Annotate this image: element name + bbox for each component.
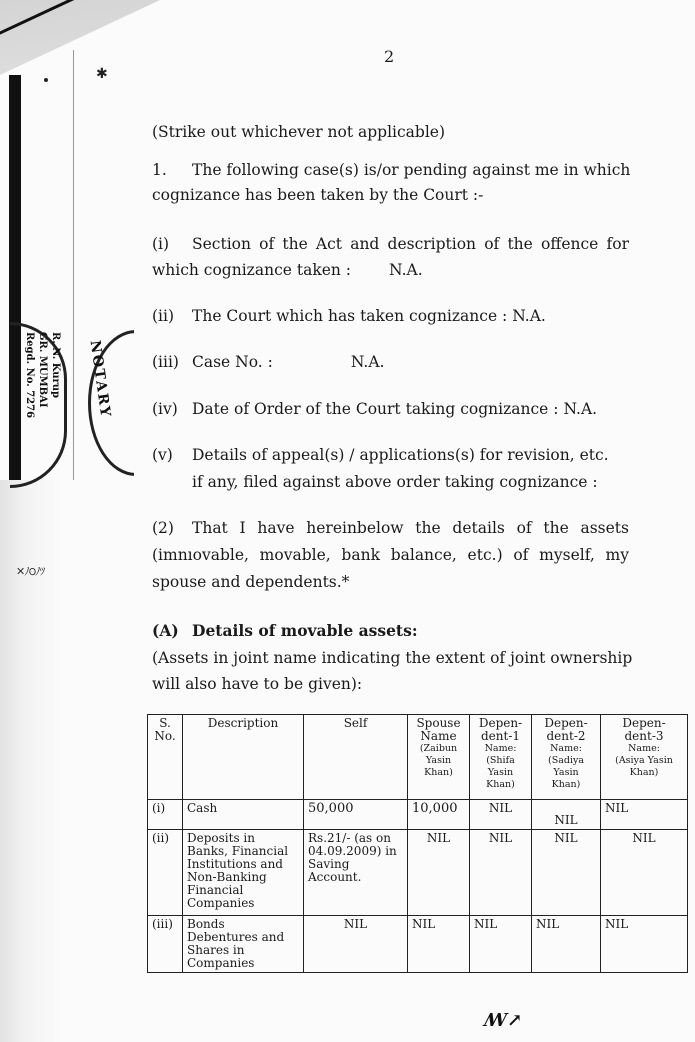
- item-iv: [152, 397, 597, 421]
- header-sno: S. No.: [148, 715, 183, 800]
- item-i-text: Section of the Act and description of the offence for: [192, 235, 629, 253]
- item-i-text2: which cognizance taken :: [152, 261, 352, 279]
- table-header-row: [148, 715, 688, 800]
- item-v-text1: Details of appeal(s) / applications(s) for revision, etc.: [192, 446, 609, 464]
- cell-dependent-2: NIL: [532, 800, 601, 830]
- cell-dependent-3: NIL: [601, 916, 688, 973]
- cell-dependent-1: NIL: [470, 830, 532, 916]
- item-v-line1: [152, 443, 609, 467]
- movable-assets-table: [147, 714, 688, 973]
- item-ii-text: The Court which has taken cognizance :: [192, 307, 508, 325]
- section1-line2: cognizance has been taken by the Court :-: [152, 186, 484, 204]
- cell-description: Deposits in Banks, Financial Institutions and Non-Banking Financial Companies: [183, 830, 304, 916]
- item-iii-value: N.A.: [350, 353, 385, 371]
- section2-label: (2): [152, 519, 174, 537]
- item-iii-label: (iii): [152, 353, 179, 371]
- handwritten-mark: ✕ﾉ౦ﾉﾂ: [16, 565, 45, 578]
- advocate-stamp-text: R. N. Kurup GR. MUMBAI Regd. No. 7276: [24, 332, 61, 419]
- header-dependent-1: Depen- dent-1 Name: (Shifa Yasin Khan): [470, 715, 532, 800]
- cell-spouse: NIL: [408, 830, 470, 916]
- item-v-line2: if any, filed against above order taking cognizance :: [192, 473, 598, 491]
- section1-text1: The following case(s) is/or pending against me in which: [192, 161, 631, 179]
- cell-self: 50,000: [304, 800, 408, 830]
- header-dependent-3: Depen- dent-3 Name: (Asiya Yasin Khan): [601, 715, 688, 800]
- sectionA-label: (A): [152, 621, 179, 640]
- cell-self: Rs.21/- (as on 04.09.2009) in Saving Account.: [304, 830, 408, 916]
- cell-dependent-3: NIL: [601, 800, 688, 830]
- strike-note: (Strike out whichever not applicable): [152, 123, 446, 141]
- cell-dependent-3: NIL: [601, 830, 688, 916]
- cell-dependent-1: NIL: [470, 800, 532, 830]
- item-i-value: N.A.: [389, 261, 423, 279]
- cell-spouse: 10,000: [408, 800, 470, 830]
- table-row: [148, 916, 688, 973]
- cell-sno: (ii): [148, 830, 183, 916]
- cell-sno: (iii): [148, 916, 183, 973]
- section2-line2: (imnıovable, movable, bank balance, etc.) of myself, my: [152, 546, 629, 564]
- section1-number: 1.: [152, 161, 167, 179]
- page-number: 2: [384, 47, 395, 66]
- header-self: Self: [304, 715, 408, 800]
- item-i-line1: [152, 232, 629, 256]
- table-row: [148, 800, 688, 830]
- section1-line1: [152, 158, 629, 182]
- item-ii: [152, 304, 546, 328]
- sectionA-title: Details of movable assets:: [192, 621, 418, 640]
- cell-sno: (i): [148, 800, 183, 830]
- table-row: [148, 830, 688, 916]
- signature: ꟿ↗: [484, 1010, 523, 1031]
- cell-spouse: NIL: [408, 916, 470, 973]
- sectionA-heading: [152, 619, 418, 643]
- sectionA-note2: will also have to be given):: [152, 675, 363, 693]
- item-i-line2: [152, 258, 423, 282]
- dot-mark: [44, 78, 48, 82]
- cell-dependent-2: NIL: [532, 916, 601, 973]
- section2-line3: spouse and dependents.*: [152, 573, 350, 591]
- cell-dependent-2: NIL: [532, 830, 601, 916]
- item-v-label: (v): [152, 446, 173, 464]
- notary-stamp-text: NOTARY: [86, 339, 114, 420]
- item-ii-value: N.A.: [512, 307, 546, 325]
- item-iii-text: Case No. :: [192, 353, 273, 371]
- item-iii: [152, 350, 384, 374]
- item-ii-label: (ii): [152, 307, 175, 325]
- cell-dependent-1: NIL: [470, 916, 532, 973]
- section2-line1: [152, 516, 629, 540]
- item-iv-label: (iv): [152, 400, 178, 418]
- cell-self: NIL: [304, 916, 408, 973]
- cell-description: Cash: [183, 800, 304, 830]
- section2-text1: That I have hereinbelow the details of the assets: [192, 519, 629, 537]
- header-description: Description: [183, 715, 304, 800]
- star-mark-icon: ✱: [96, 66, 108, 82]
- item-i-label: (i): [152, 235, 170, 253]
- header-dependent-2: Depen- dent-2 Name: (Sadiya Yasin Khan): [532, 715, 601, 800]
- item-iv-value: N.A.: [563, 400, 598, 418]
- cell-description: Bonds Debentures and Shares in Companies: [183, 916, 304, 973]
- sectionA-note1: (Assets in joint name indicating the extent of joint ownership: [152, 649, 633, 667]
- margin-line: [73, 50, 74, 480]
- item-iv-text: Date of Order of the Court taking cognizance :: [192, 400, 559, 418]
- header-spouse: Spouse Name (Zaibun Yasin Khan): [408, 715, 470, 800]
